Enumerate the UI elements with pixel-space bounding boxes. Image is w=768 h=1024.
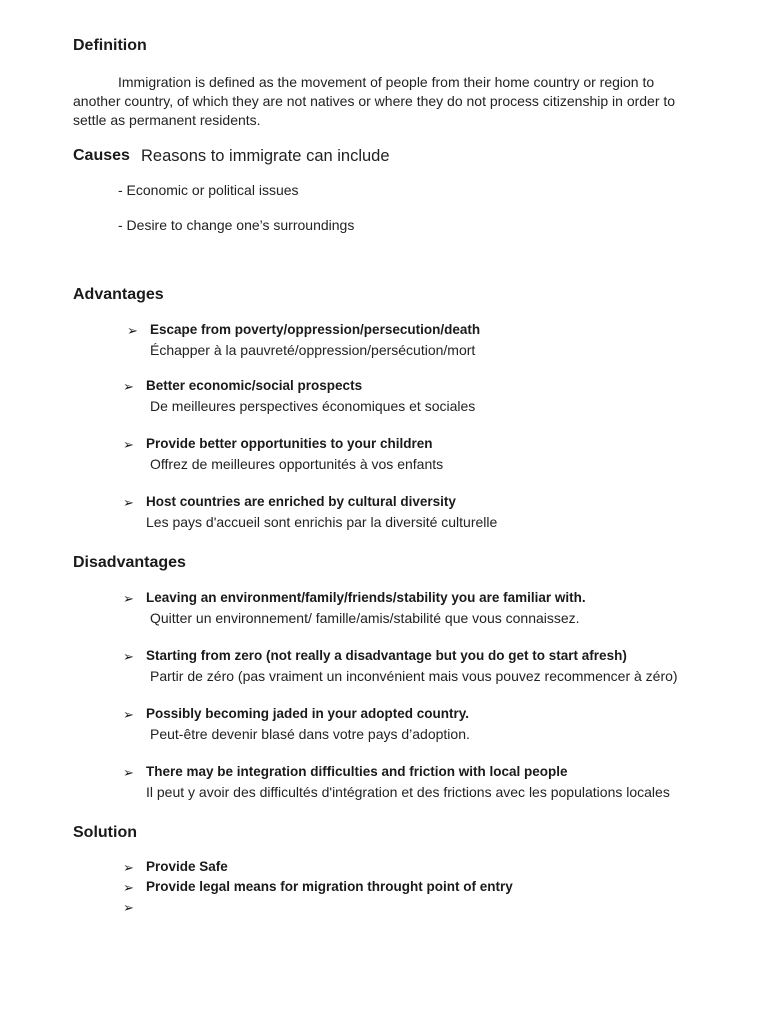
disadvantage-item-3-en: Possibly becoming jaded in your adopted country. (146, 706, 470, 721)
solution-item-2: Provide legal means for migration throught point of entry (146, 879, 513, 894)
causes-heading: Causes (73, 147, 130, 164)
arrow-bullet-icon: ➢ (123, 379, 134, 394)
arrow-bullet-icon: ➢ (123, 591, 134, 606)
advantages-heading: Advantages (73, 286, 164, 303)
definition-heading: Definition (73, 37, 147, 54)
advantage-item-2-en: Better economic/social prospects (146, 378, 363, 393)
arrow-bullet-icon: ➢ (123, 900, 134, 915)
causes-item-2: - Desire to change one’s surroundings (118, 217, 355, 233)
definition-line-2: another country, of which they are not natives or where they do not process citizenship in order to (73, 93, 676, 109)
arrow-bullet-icon: ➢ (123, 649, 134, 664)
disadvantage-item-4-fr: Il peut y avoir des difficultés d'intégration et des frictions avec les populations locales (146, 784, 670, 800)
disadvantage-item-3-fr: Peut-être devenir blasé dans votre pays d’adoption. (150, 726, 470, 742)
advantage-item-1-fr: Échapper à la pauvreté/oppression/persécution/mort (150, 342, 476, 358)
advantage-item-1-en: Escape from poverty/oppression/persecution/death (150, 322, 481, 337)
solution-heading: Solution (73, 824, 137, 841)
advantage-item-4-fr: Les pays d'accueil sont enrichis par la diversité culturelle (146, 514, 498, 530)
advantage-item-4-en: Host countries are enriched by cultural diversity (146, 494, 456, 509)
arrow-bullet-icon: ➢ (127, 323, 138, 338)
disadvantage-item-1-fr: Quitter un environnement/ famille/amis/stabilité que vous connaissez. (150, 610, 580, 626)
definition-line-1: Immigration is defined as the movement of people from their home country or region to (118, 74, 655, 90)
disadvantage-item-2-fr: Partir de zéro (pas vraiment un inconvénient mais vous pouvez recommencer à zéro) (150, 668, 678, 684)
definition-line-3: settle as permanent residents. (73, 112, 261, 128)
arrow-bullet-icon: ➢ (123, 880, 134, 895)
arrow-bullet-icon: ➢ (123, 437, 134, 452)
arrow-bullet-icon: ➢ (123, 495, 134, 510)
causes-item-1: - Economic or political issues (118, 182, 299, 198)
causes-intro: Reasons to immigrate can include (141, 147, 390, 165)
disadvantage-item-2-en: Starting from zero (not really a disadvantage but you do get to start afresh) (146, 648, 627, 663)
arrow-bullet-icon: ➢ (123, 860, 134, 875)
disadvantage-item-4-en: There may be integration difficulties and friction with local people (146, 764, 568, 779)
disadvantages-heading: Disadvantages (73, 554, 186, 571)
arrow-bullet-icon: ➢ (123, 707, 134, 722)
advantage-item-3-en: Provide better opportunities to your children (146, 436, 433, 451)
arrow-bullet-icon: ➢ (123, 765, 134, 780)
advantage-item-2-fr: De meilleures perspectives économiques et sociales (150, 398, 476, 414)
disadvantage-item-1-en: Leaving an environment/family/friends/stability you are familiar with. (146, 590, 586, 605)
advantage-item-3-fr: Offrez de meilleures opportunités à vos enfants (150, 456, 444, 472)
solution-item-1: Provide Safe (146, 859, 228, 874)
